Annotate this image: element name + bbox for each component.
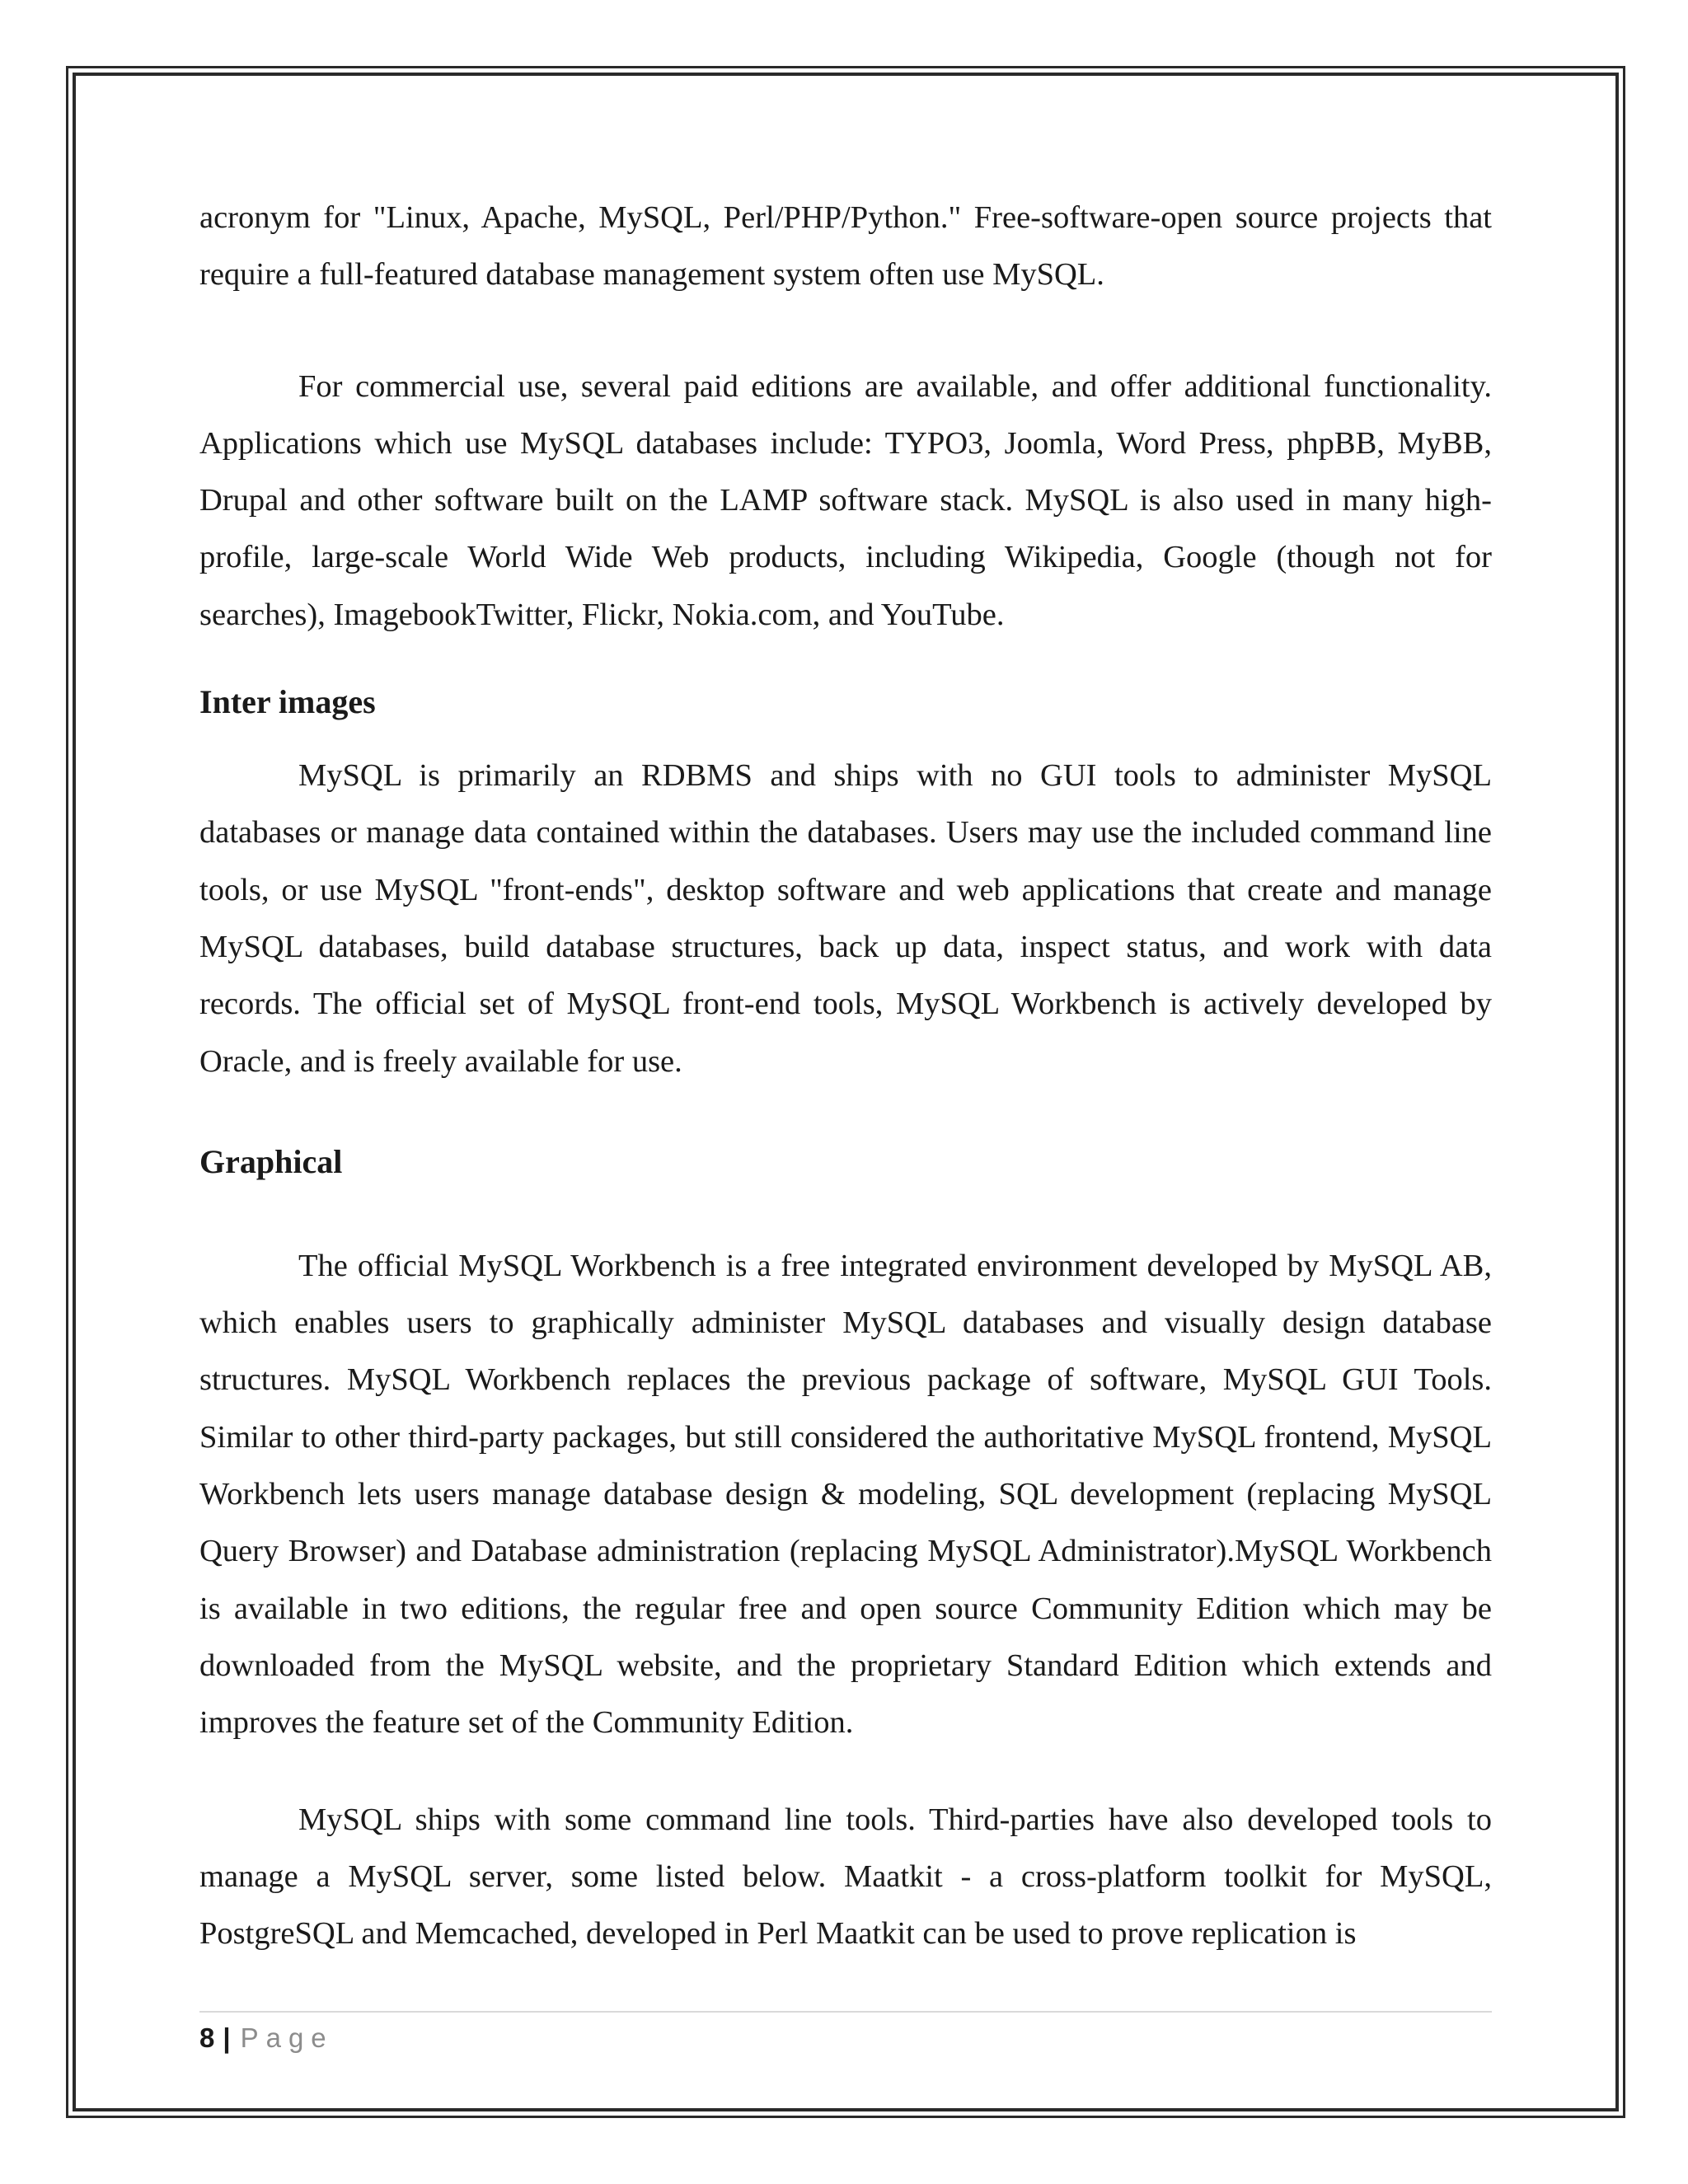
paragraph-lamp-acronym: acronym for "Linux, Apache, MySQL, Perl/PHP/Python." Free-software-open source projects that require a full-featured database management system often use MySQL. bbox=[199, 200, 1492, 293]
footer-divider bbox=[199, 2011, 1492, 2013]
document-body bbox=[199, 190, 1492, 1962]
paragraph-graphical: The official MySQL Workbench is a free integrated environment developed by MySQL AB, which enables users to graphically administer MySQL databases and visually design database structures. MySQL Workbench replaces the previous package of software, MySQL GUI Tools. Similar to other third-party packages, but still considered the authoritative MySQL frontend, MySQL Workbench lets users manage database design & modeling, SQL development (replacing MySQL Query Browser) and Database administration (replacing MySQL Administrator).MySQL Workbench is available in two editions, the regular free and open source Community Edition which may be downloaded from the MySQL website, and the proprietary Standard Edition which extends and improves the feature set of the Community Edition. bbox=[199, 1248, 1492, 1741]
paragraph-command-line-tools: MySQL ships with some command line tools. Third-parties have also developed tools to manage a MySQL server, some listed below. Maatkit - a cross-platform toolkit for MySQL, PostgreSQL and Memcached, developed in Perl Maatkit can be used to prove replication is bbox=[199, 1802, 1492, 1952]
heading-graphical: Graphical bbox=[199, 1142, 343, 1180]
paragraph-inter-images: MySQL is primarily an RDBMS and ships with no GUI tools to administer MySQL databases or manage data contained within the databases. Users may use the included command line tools, or use MySQL "front-ends", desktop software and web applications that create and manage MySQL databases, build database structures, back up data, inspect status, and work with data records. The official set of MySQL front-end tools, MySQL Workbench is actively developed by Oracle, and is freely available for use. bbox=[199, 758, 1492, 1079]
page-label: Page bbox=[240, 2022, 334, 2053]
page-number: 8 bbox=[199, 2022, 215, 2053]
footer-separator: | bbox=[223, 2022, 231, 2053]
heading-inter-images: Inter images bbox=[199, 683, 376, 721]
paragraph-commercial-use: For commercial use, several paid editions are available, and offer additional functionality. Applications which use MySQL databases include: TYPO3, Joomla, Word Press, phpBB, MyBB, Drupal and other software built on the LAMP software stack. MySQL is also used in many high-profile, large-scale World Wide Web products, including Wikipedia, Google (though not for searches), ImagebookTwitter, Flickr, Nokia.com, and YouTube. bbox=[199, 368, 1492, 632]
page-footer bbox=[199, 2018, 334, 2059]
